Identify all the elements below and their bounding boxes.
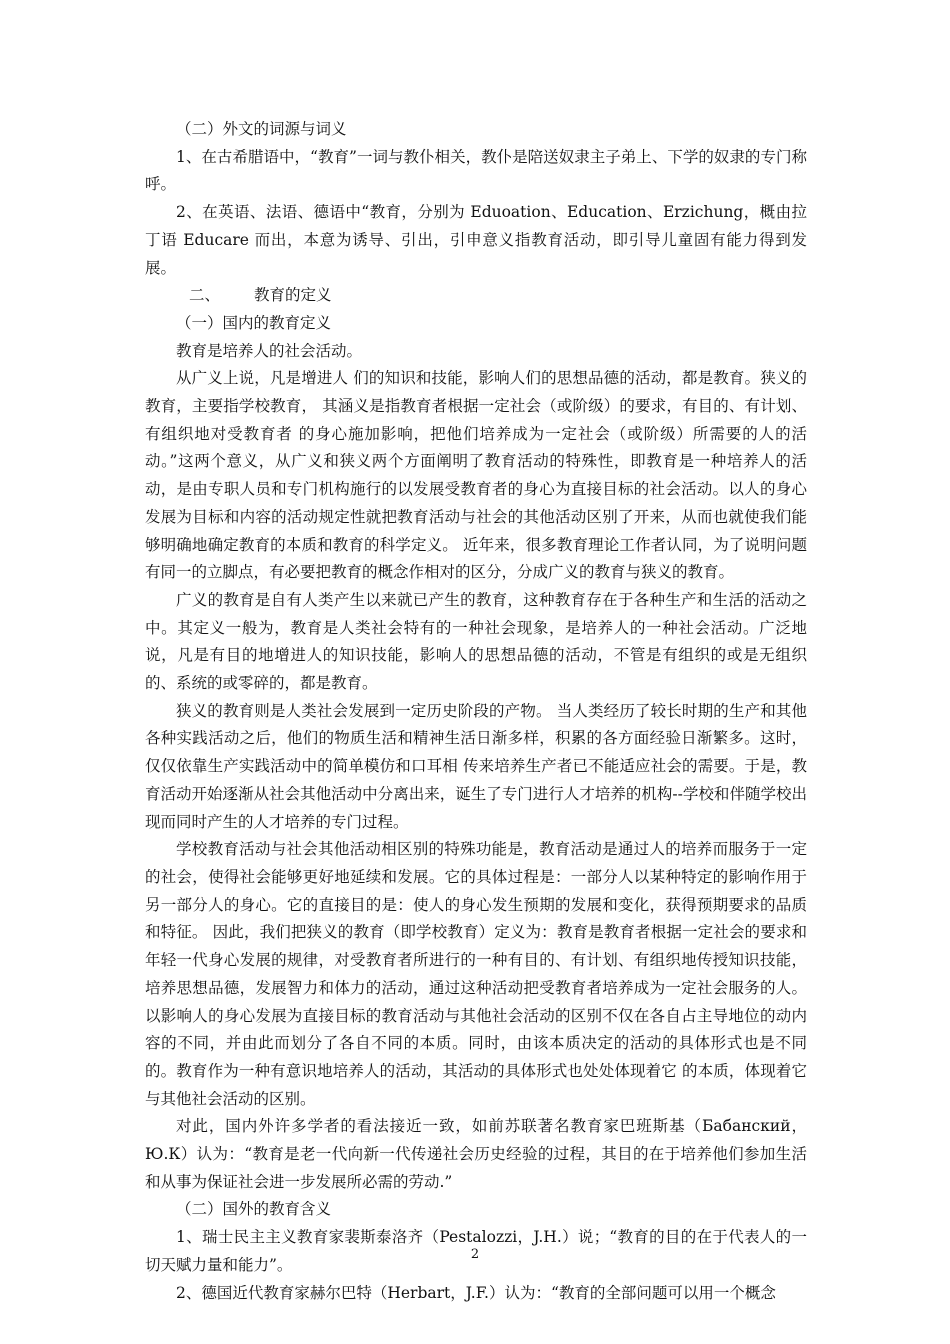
body-paragraph: 2、在英语、法语、德语中“教育，分别为 Eduoation、Education、Erzichung，概由拉丁语 Educare 而出，本意为诱导、引出，引申意义指教育活动，即引导儿童固有能力得到发展。 bbox=[145, 203, 807, 277]
body-paragraph: 对此，国内外许多学者的看法接近一致，如前苏联著名教育家巴班斯基（Бабанский，Ю.К）认为：“教育是老一代向新一代传递社会历史经验的过程，其目的在于培养他们参加生活和从事为保证社会进一步发展所必需的劳动.” bbox=[145, 1117, 807, 1191]
body-paragraph: 广义的教育是自有人类产生以来就已产生的教育，这种教育存在于各种生产和生活的活动之中。其定义一般为，教育是人类社会特有的一种社会现象，是培养人的一种社会活动。广泛地说，凡是有目的地增进人的知识技能，影响人的思想品德的活动，不管是有组织的或是无组织的、系统的或零碎的，都是教育。 bbox=[145, 590, 807, 693]
subsection-heading: （二）国外的教育含义 bbox=[176, 1200, 332, 1219]
subsection-heading: （一）国内的教育定义 bbox=[176, 313, 332, 332]
body-paragraph: 2、德国近代教育家赫尔巴特（Herbart，J.F.）认为：“教育的全部问题可以用一个概念 bbox=[176, 1283, 776, 1302]
document-body bbox=[145, 116, 807, 1307]
body-paragraph: 狭义的教育则是人类社会发展到一定历史阶段的产物。 当人类经历了较长时期的生产和其他各种实践活动之后，他们的物质生活和精神生活日渐多样，积累的各方面经验日渐繁多。这时，仅仅依靠生产实践活动中的简单模仿和口耳相 传来培养生产者已不能适应社会的需要。于是，教育活动开始逐渐从社会其他活动中分离出来，诞生了专门进行人才培养的机构--学校和伴随学校出现而同时产生的人才培养的专门过程。 bbox=[145, 701, 807, 831]
section-title: 教育的定义 bbox=[254, 286, 332, 305]
section-number: 二、 bbox=[189, 286, 221, 305]
body-paragraph: 1、瑞士民主主义教育家裴斯泰洛齐（Pestalozzi，J.H.）说；“教育的目的在于代表人的一切天赋力量和能力”。 bbox=[145, 1228, 807, 1274]
body-paragraph: 学校教育活动与社会其他活动相区别的特殊功能是，教育活动是通过人的培养而服务于一定的社会，使得社会能够更好地延续和发展。它的具体过程是：一部分人以某种特定的影响作用于另一部分人的身心。它的直接目的是：使人的身心发生预期的发展和变化，获得预期要求的品质和特征。 因此，我们把狭义的教育（即学校教育）定义为：教育是教育者根据一定社会的要求和年轻一代身心发展的规律，对受教育者所进行的一种有目的、有计划、有组织地传授知识技能，培养思想品德，发展智力和体力的活动，通过这种活动把受教育者培养成为一定社会服务的人。 以影响人的身心发展为直接目标的教育活动与其他社会活动的区别不仅在各自占主导地位的动内容的不同，并由此而划分了各自不同的本质。同时，由该本质决定的活动的具体形式也是不同的。教育作为一种有意识地培养人的活动，其活动的具体形式也处处体现着它 的本质，体现着它与其他社会活动的区别。 bbox=[145, 840, 807, 1108]
page-number: 2 bbox=[470, 1247, 480, 1262]
subsection-heading: （二）外文的词源与词义 bbox=[176, 120, 347, 138]
body-paragraph: 1、在古希腊语中，“教育”一词与教仆相关，教仆是陪送奴隶主子弟上、下学的奴隶的专门称呼。 bbox=[145, 147, 807, 194]
body-paragraph: 从广义上说，凡是增进人 们的知识和技能，影响人们的思想品德的活动，都是教育。狭义的教育，主要指学校教育， 其涵义是指教育者根据一定社会（或阶级）的要求，有目的、有计划、有组织地对受教育者 的身心施加影响，把他们培养成为一定社会（或阶级）所需要的人的活动。”这两个意义，从广义和狭义两个方面阐明了教育活动的特殊性，即教育是一种培养人的活动，是由专职人员和专门机构施行的以发展受教育者的身心为直接目标的社会活动。以人的身心发展为目标和内容的活动规定性就把教育活动与社会的其他活动区别了开来，从而也就使我们能够明确地确定教育的本质和教育的科学定义。 近年来，很多教育理论工作者认同，为了说明问题有同一的立脚点，有必要把教育的概念作相对的区分，分成广义的教育与狭义的教育。 bbox=[145, 369, 807, 582]
body-paragraph: 教育是培养人的社会活动。 bbox=[176, 341, 363, 360]
section-heading bbox=[145, 282, 807, 310]
